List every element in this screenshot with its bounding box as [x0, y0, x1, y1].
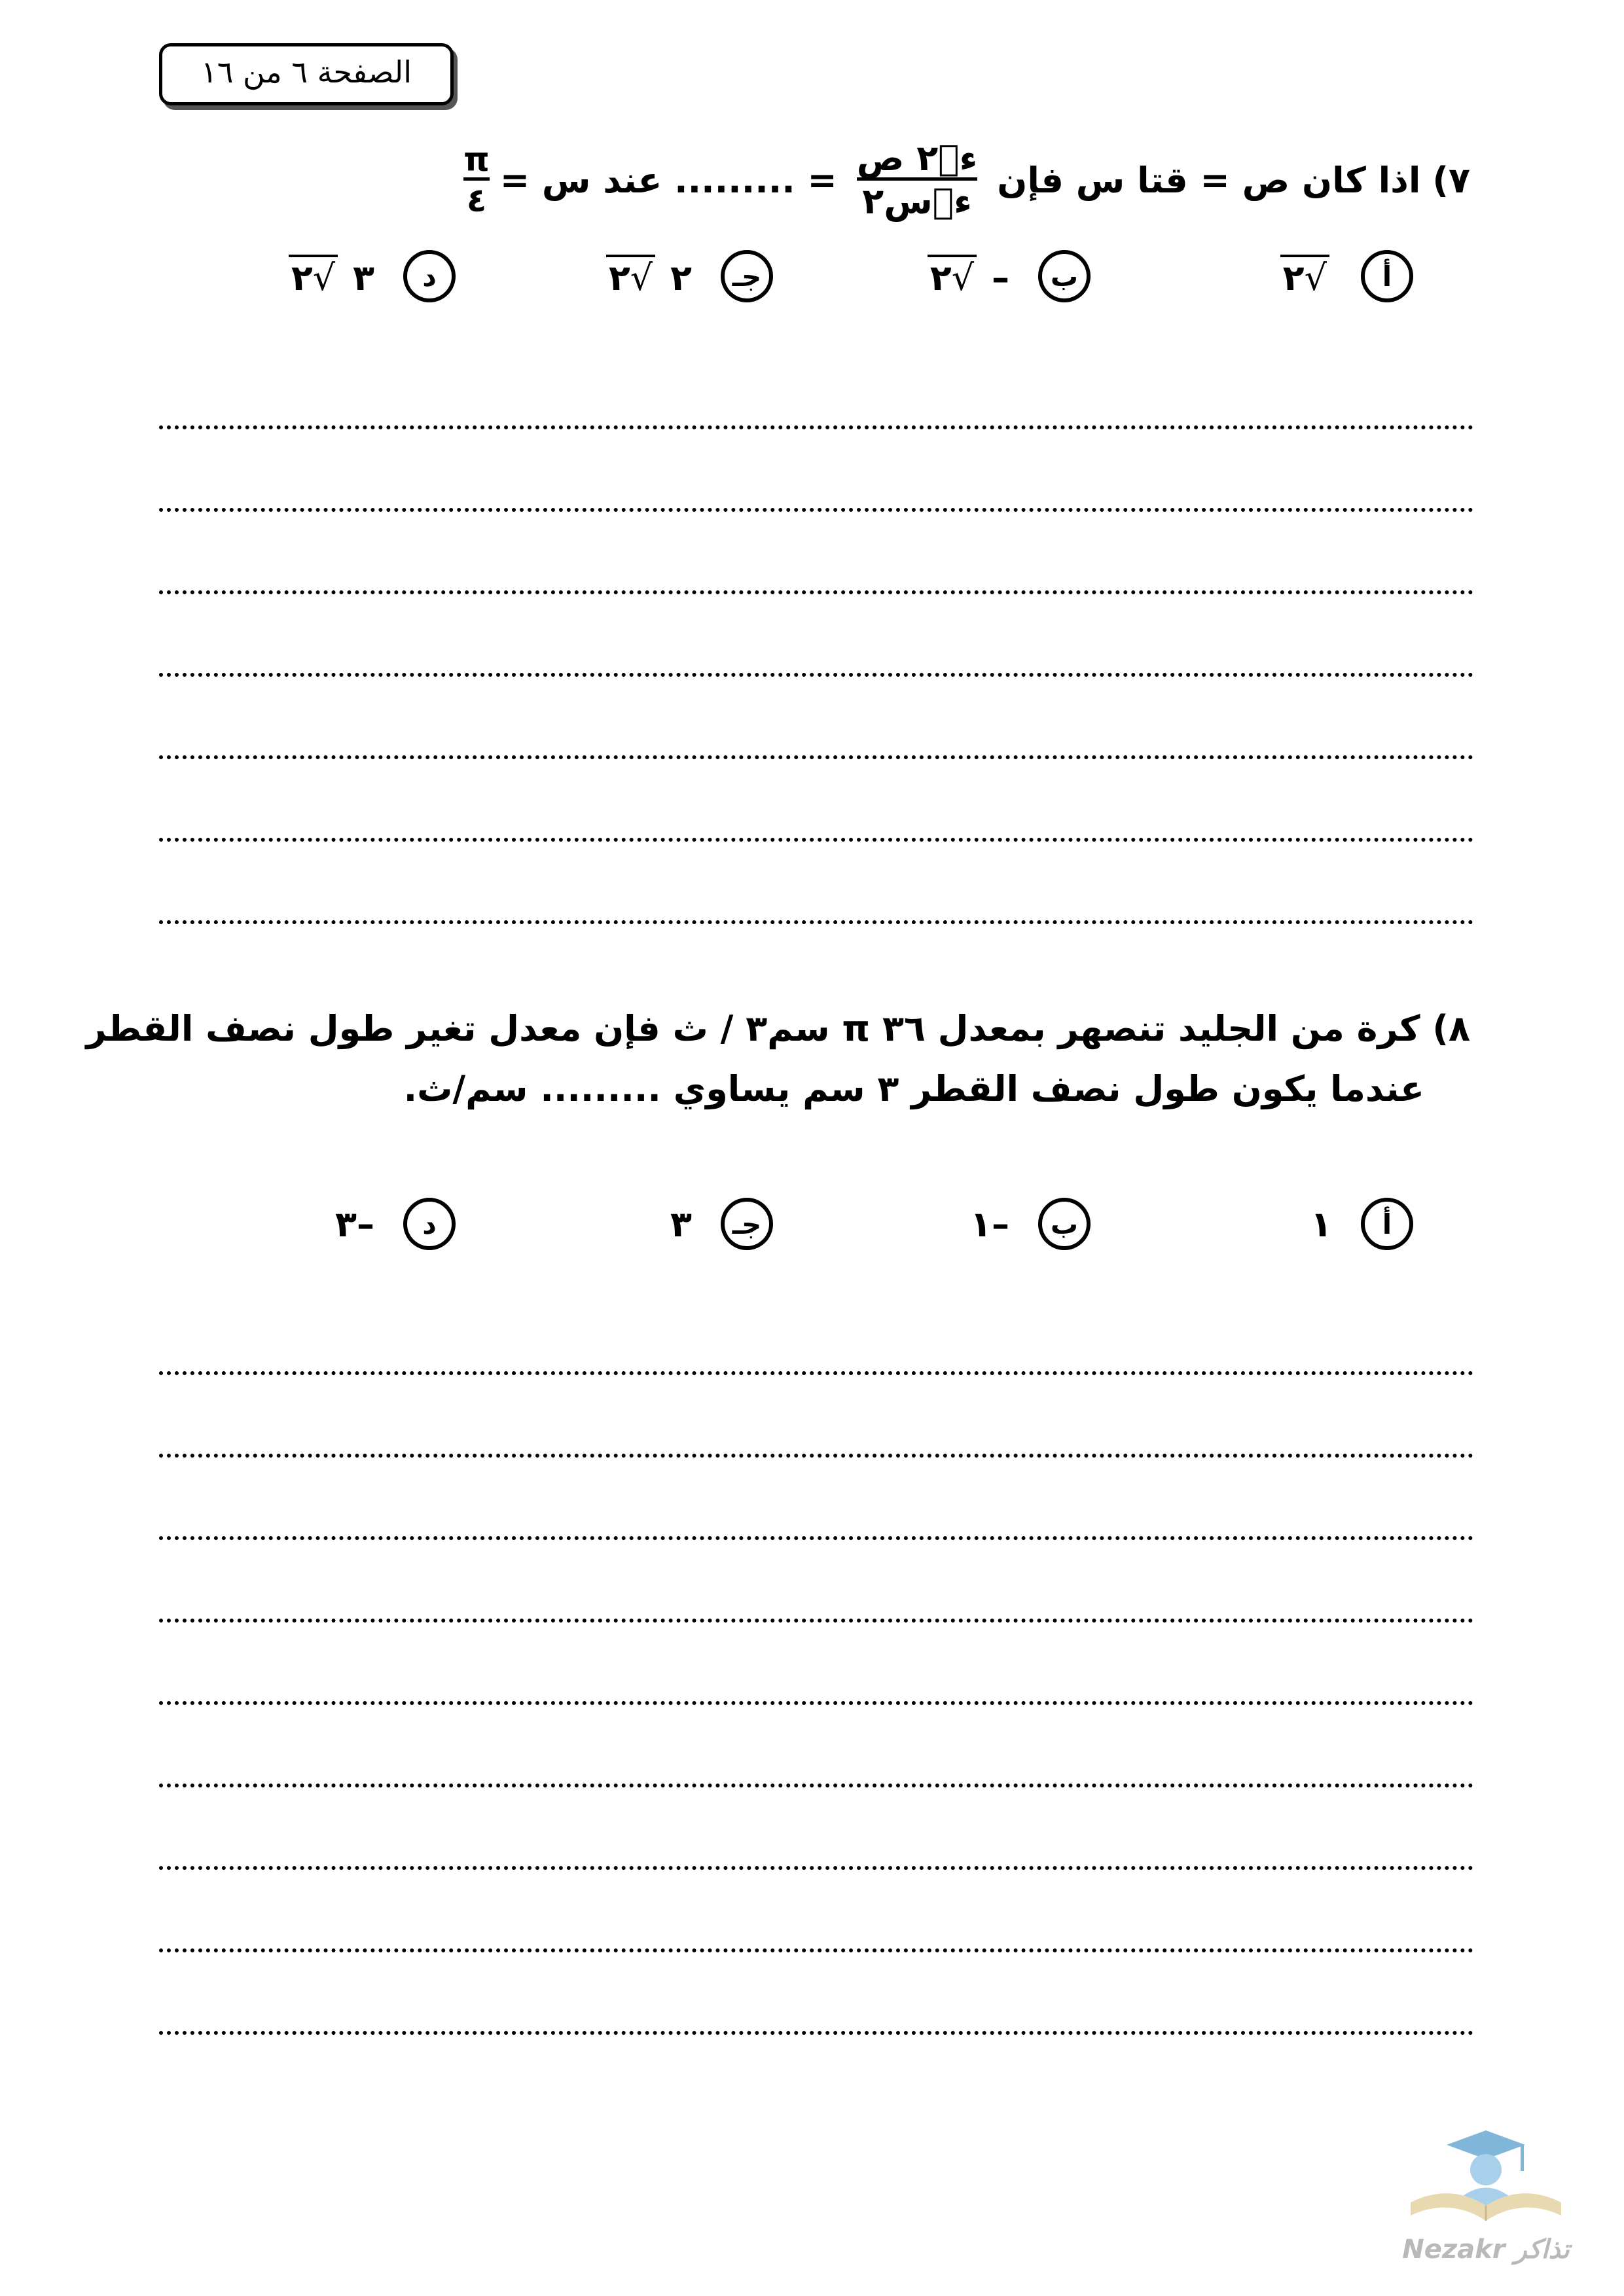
- nezakr-logo: [1391, 2124, 1581, 2265]
- answer-line[interactable]: [159, 1454, 1473, 1458]
- q8-choice-c[interactable]: [670, 1198, 773, 1250]
- answer-line[interactable]: [159, 1866, 1473, 1870]
- question-8-line-2: عندما يكون طول نصف القطر ٣ سم يساوي ......... سم/ث.: [403, 1068, 1424, 1109]
- choice-letter-circle: أ: [1361, 250, 1413, 302]
- second-derivative-fraction: [856, 137, 978, 222]
- answer-line[interactable]: [159, 2031, 1473, 2035]
- answer-line[interactable]: [159, 838, 1473, 842]
- root-expression: √ ٢: [928, 255, 977, 298]
- question-7-number: ٧): [1432, 159, 1470, 201]
- answer-line[interactable]: [159, 1536, 1473, 1540]
- choice-value: –٣: [335, 1203, 374, 1245]
- pi-over-four-fraction: [463, 143, 490, 217]
- question-7-text-1: اذا كان ص = قتا س فإن: [997, 159, 1421, 201]
- answer-line[interactable]: [159, 673, 1473, 677]
- fraction-denominator: ءٖس٢: [857, 177, 977, 221]
- graduate-book-icon: [1391, 2124, 1581, 2229]
- answer-line[interactable]: [159, 425, 1473, 429]
- choice-value: [928, 255, 1009, 298]
- answer-line[interactable]: [159, 1701, 1473, 1705]
- answer-line[interactable]: [159, 755, 1473, 759]
- choice-letter-circle: ب: [1038, 1198, 1091, 1250]
- choice-prefix: ٢: [670, 257, 692, 298]
- answer-line[interactable]: [159, 1371, 1473, 1375]
- choice-value: [1280, 255, 1332, 298]
- fraction-numerator: ءٖ٢ ص: [856, 137, 978, 179]
- choice-letter-circle: د: [403, 250, 456, 302]
- q8-choice-d[interactable]: [335, 1198, 456, 1250]
- choice-value: ٣: [670, 1203, 692, 1245]
- q8-choice-a[interactable]: [1310, 1198, 1413, 1250]
- answer-line[interactable]: [159, 1784, 1473, 1787]
- answer-line[interactable]: [159, 1948, 1473, 1952]
- choice-prefix: –: [992, 257, 1009, 298]
- q7-choice-c[interactable]: [606, 250, 773, 302]
- choice-letter-circle: أ: [1361, 1198, 1413, 1250]
- choice-letter-circle: د: [403, 1198, 456, 1250]
- answer-line[interactable]: [159, 590, 1473, 594]
- choice-value: [289, 255, 374, 298]
- root-expression: √ ٢: [1280, 255, 1329, 298]
- four-denominator: ٤: [463, 177, 490, 218]
- choice-letter-circle: ب: [1038, 250, 1091, 302]
- choice-value: ١: [1310, 1203, 1332, 1245]
- question-8-line-1: [86, 1008, 1471, 1049]
- pi-symbol: π: [463, 141, 490, 179]
- answer-line[interactable]: [159, 508, 1473, 512]
- root-expression: √ ٢: [289, 255, 338, 298]
- q7-choice-d[interactable]: [289, 250, 456, 302]
- logo-text: Nezakr تذاكر: [1402, 2234, 1570, 2265]
- q7-choice-a[interactable]: [1280, 250, 1413, 302]
- q8-choice-b[interactable]: [970, 1198, 1091, 1250]
- answer-line[interactable]: [159, 920, 1473, 924]
- question-8-text-1: كرة من الجليد تنصهر بمعدل ٣٦ π سم٣ / ث فإن معدل تغير طول نصف القطر: [86, 1008, 1420, 1049]
- page-number-badge: [159, 43, 454, 105]
- root-expression: √ ٢: [606, 255, 655, 298]
- choice-letter-circle: جـ: [721, 1198, 773, 1250]
- question-7-text-2: = ......... عند س =: [499, 159, 837, 201]
- choice-letter-circle: جـ: [721, 250, 773, 302]
- q7-choice-b[interactable]: [928, 250, 1091, 302]
- question-7: [463, 124, 1470, 236]
- choice-value: [606, 255, 692, 298]
- question-8-number: ٨): [1432, 1008, 1470, 1049]
- choice-prefix: ٣: [353, 257, 374, 298]
- page-number-text: الصفحة ٦ من ١٦: [201, 54, 412, 90]
- answer-line[interactable]: [159, 1619, 1473, 1623]
- choice-value: –١: [970, 1203, 1009, 1245]
